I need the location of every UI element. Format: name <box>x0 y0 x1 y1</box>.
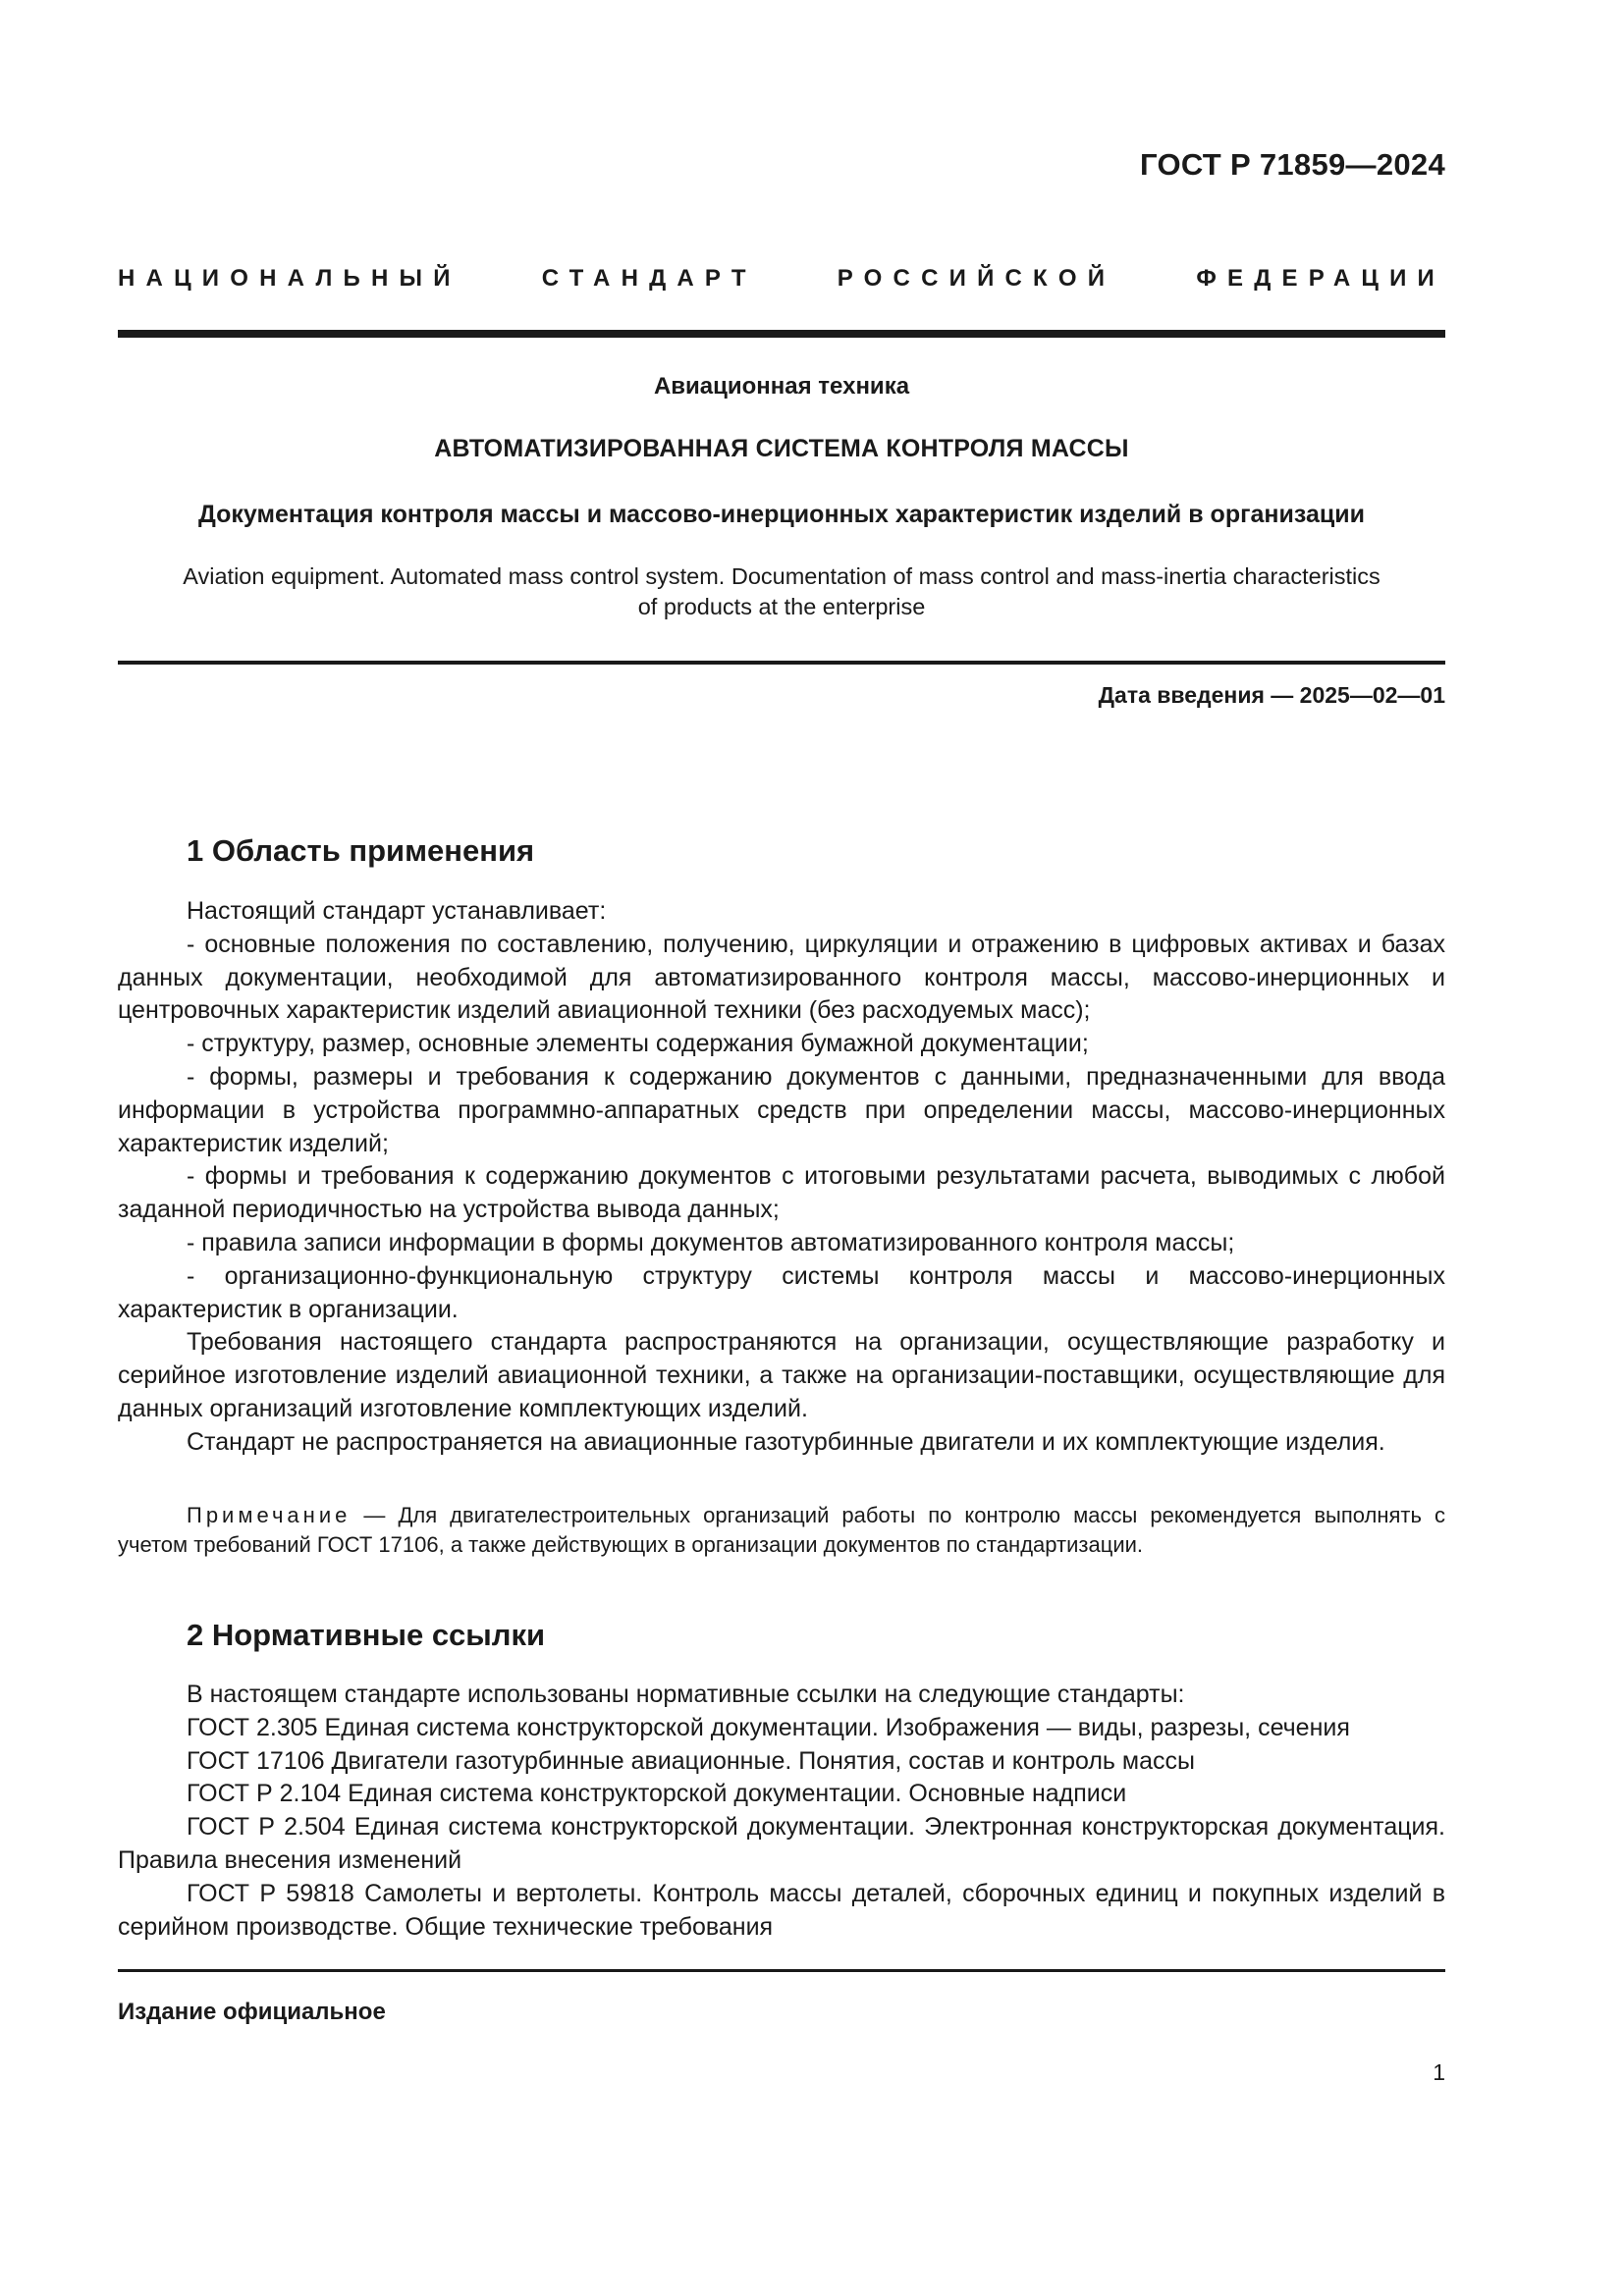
note-label: Примечание <box>187 1503 352 1527</box>
section-1-title: 1 Область применения <box>187 833 535 868</box>
section-1-paragraph-2: Требования настоящего стандарта распространяются на организации, осуществляющие разработку и серийное изготовление изделий авиационной техники, а также на организации-поставщики, осуществляющие для данных организаций изготовление комплектующих изделий. <box>118 1328 1445 1422</box>
document-subtitle: Документация контроля массы и массово-инерционных характеристик изделий в организации <box>198 501 1365 528</box>
footer-divider <box>118 1969 1445 1972</box>
introduction-date: Дата введения — 2025—02—01 <box>1098 682 1445 708</box>
document-title: АВТОМАТИЗИРОВАННАЯ СИСТЕМА КОНТРОЛЯ МАССЫ <box>434 435 1129 462</box>
scope-item: - структуру, размер, основные элементы содержания бумажной документации; <box>187 1030 1089 1058</box>
scope-item: - основные положения по составлению, получению, циркуляции и отражению в цифровых активах и базах данных документации, необходимой для автоматизированного контроля массы, массово-инерционных и центровочных характеристик изделий авиационной техники (без расходуемых масс); <box>118 930 1445 1025</box>
page-number: 1 <box>1433 2059 1445 2085</box>
official-edition-label: Издание официальное <box>118 1999 386 2025</box>
normative-reference: ГОСТ Р 2.504 Единая система конструкторской документации. Электронная конструкторская документация. Правила внесения изменений <box>118 1813 1445 1874</box>
section-1-body <box>118 895 1445 1460</box>
normative-reference: ГОСТ 17106 Двигатели газотурбинные авиационные. Понятия, состав и контроль массы <box>187 1746 1195 1775</box>
scope-item: - формы и требования к содержанию документов с итоговыми результатами расчета, выводимых с любой заданной периодичностью на устройства вывода данных; <box>118 1162 1445 1224</box>
section-2-body <box>118 1679 1445 1944</box>
scope-item: - правила записи информации в формы документов автоматизированного контроля массы; <box>187 1228 1235 1256</box>
national-standard-heading: НАЦИОНАЛЬНЫЙ СТАНДАРТ РОССИЙСКОЙ ФЕДЕРАЦИИ <box>118 265 1445 292</box>
standard-number: ГОСТ Р 71859—2024 <box>1140 147 1445 182</box>
scope-item: - организационно-функциональную структуру системы контроля массы и массово-инерционных характеристик в организации. <box>118 1261 1445 1323</box>
normative-reference: ГОСТ 2.305 Единая система конструкторской документации. Изображения — виды, разрезы, сечения <box>187 1713 1350 1741</box>
top-divider <box>118 330 1445 338</box>
normative-reference: ГОСТ Р 2.104 Единая система конструкторской документации. Основные надписи <box>187 1780 1127 1808</box>
english-title-line-2: of products at the enterprise <box>637 594 926 619</box>
normative-reference: ГОСТ Р 59818 Самолеты и вертолеты. Контроль массы деталей, сборочных единиц и покупных изделий в серийном производстве. Общие технические требования <box>118 1879 1445 1941</box>
technical-area: Авиационная техника <box>653 373 910 400</box>
section-1-note <box>118 1501 1445 1560</box>
section-1-intro: Настоящий стандарт устанавливает: <box>187 897 607 925</box>
title-divider <box>118 661 1445 665</box>
section-2-title: 2 Нормативные ссылки <box>187 1618 546 1652</box>
note-text: — Для двигателестроительных организаций работы по контролю массы рекомендуется выполнять с учетом требований ГОСТ 17106, а также действующих в организации документов по стандартизации. <box>118 1503 1445 1557</box>
section-1-paragraph-3: Стандарт не распространяется на авиационные газотурбинные двигатели и их комплектующие изделия. <box>187 1427 1385 1456</box>
section-2-intro: В настоящем стандарте использованы нормативные ссылки на следующие стандарты: <box>187 1681 1185 1708</box>
english-title-line-1: Aviation equipment. Automated mass control system. Documentation of mass control and mass-inertia characteristics <box>183 563 1380 589</box>
english-title <box>118 561 1445 622</box>
scope-item: - формы, размеры и требования к содержанию документов с данными, предназначенными для ввода информации в устройства программно-аппаратных средств при определении массы, массово-инерционных характеристик изделий; <box>118 1062 1445 1157</box>
